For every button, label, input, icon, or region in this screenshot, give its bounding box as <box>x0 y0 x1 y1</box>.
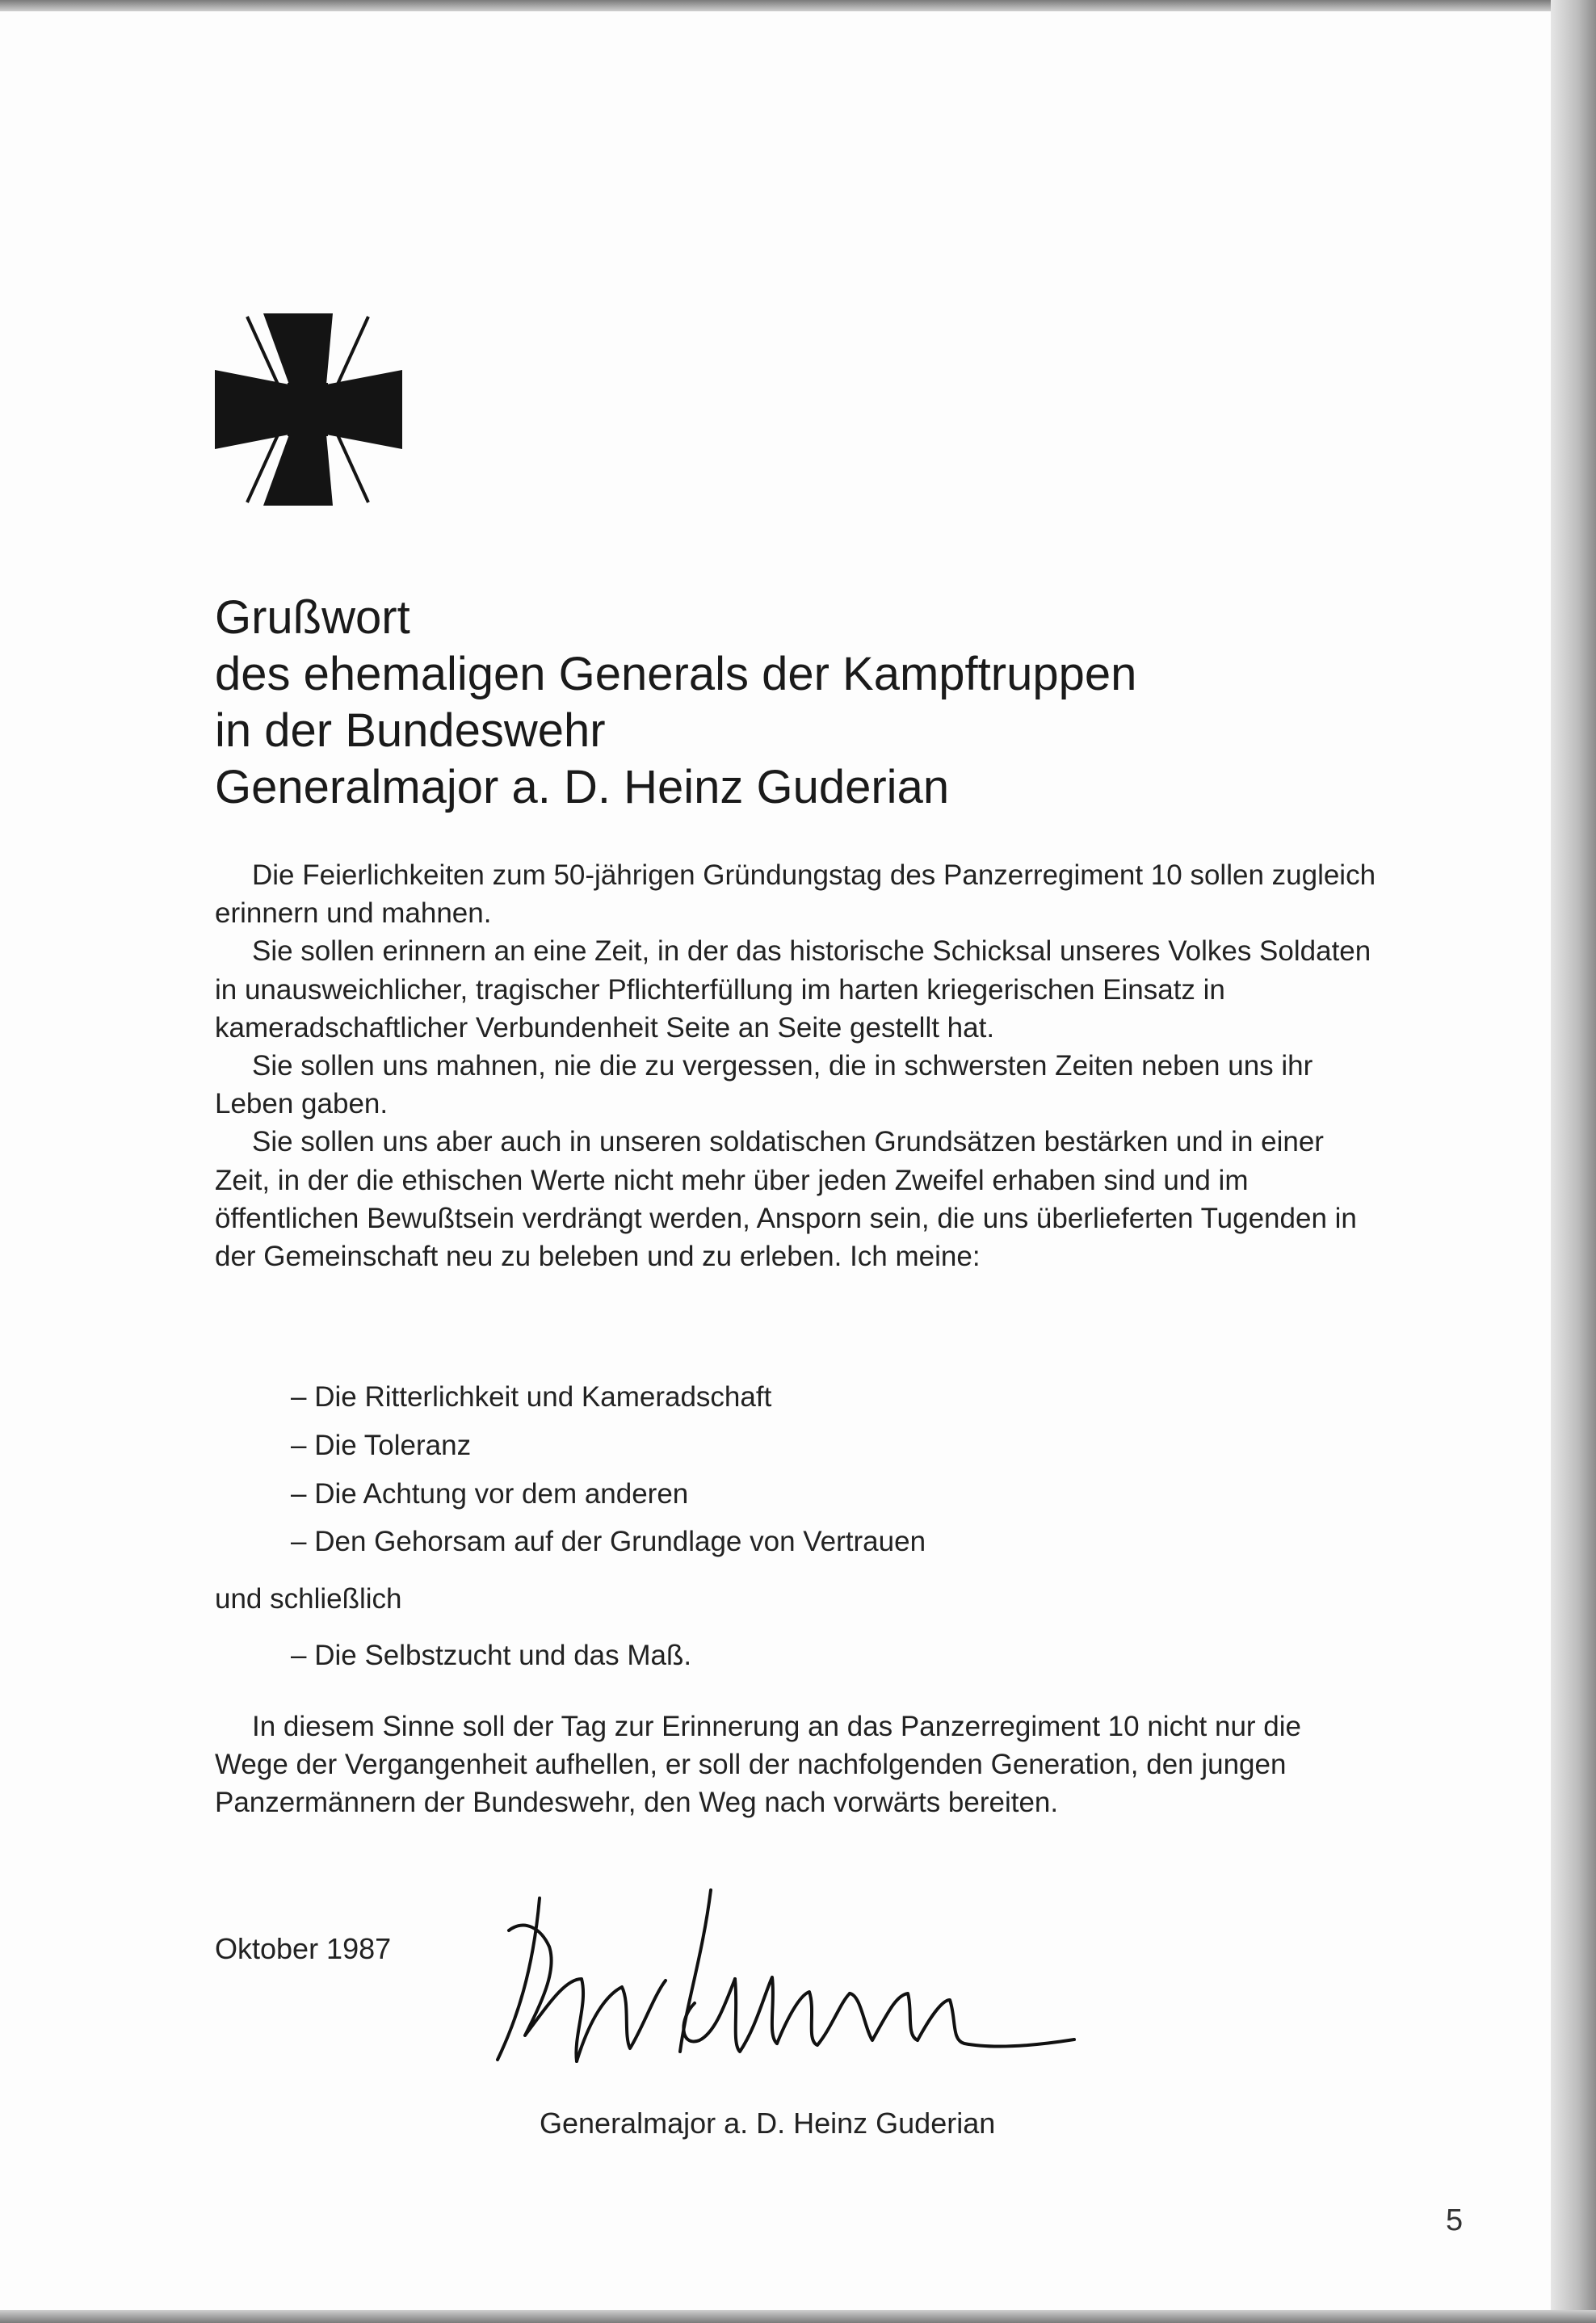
list-item: – Die Ritterlichkeit und Kameradschaft <box>291 1378 771 1416</box>
title-line: in der Bundeswehr <box>215 704 606 757</box>
signer-name: Generalmajor a. D. Heinz Guderian <box>540 2107 996 2140</box>
page-number: 5 <box>1446 2203 1464 2237</box>
scan-edge-top <box>0 0 1596 11</box>
title-line: Generalmajor a. D. Heinz Guderian <box>215 761 950 813</box>
list-item: – Die Toleranz <box>291 1426 471 1464</box>
paragraph: Die Feierlichkeiten zum 50-jährigen Gründungstag des Panzerregiment 10 sollen zugleich erinnern und mahnen. <box>215 859 1376 930</box>
title-line: des ehemaligen Generals der Kampftruppen <box>215 648 1137 700</box>
paragraph: Sie sollen uns aber auch in unseren soldatischen Grundsätzen bestärken und in einer Zeit, in der die ethischen Werte nicht mehr über jeden Zweifel erhaben sind und im öffentlichen Bewußtsein verdrängt werden, Ansporn sein, die uns überlieferten Tugenden in der Gemeinschaft neu zu beleben und zu erleben. Ich meine: <box>215 1126 1357 1273</box>
paragraph: Sie sollen uns mahnen, nie die zu vergessen, die in schwersten Zeiten neben uns ihr Leben gaben. <box>215 1050 1313 1120</box>
scan-edge-bottom <box>0 2310 1596 2323</box>
body-text <box>215 856 1378 1819</box>
list-item: – Die Selbstzucht und das Maß. <box>291 1636 691 1674</box>
connector-text: und schließlich <box>215 1583 402 1615</box>
closing-paragraph-block <box>215 1708 1378 1822</box>
list-item: – Die Achtung vor dem anderen <box>291 1475 688 1513</box>
page-title <box>215 590 1426 816</box>
scan-edge-right <box>1551 0 1596 2323</box>
date: Oktober 1987 <box>215 1932 392 1965</box>
list-item: – Den Gehorsam auf der Grundlage von Vertrauen <box>291 1523 926 1561</box>
iron-cross-icon <box>215 313 402 506</box>
paragraph: Sie sollen erinnern an eine Zeit, in der das historische Schicksal unseres Volkes Soldaten in unausweichlicher, tragischer Pflichterfüllung im harten kriegerischen Einsatz in kameradschaftlicher Verbundenheit Seite an Seite gestellt hat. <box>215 935 1371 1044</box>
signature <box>493 1882 1090 2092</box>
title-line: Grußwort <box>215 591 410 644</box>
closing-paragraph: In diesem Sinne soll der Tag zur Erinnerung an das Panzerregiment 10 nicht nur die Wege der Vergangenheit aufhellen, er soll der nachfolgenden Generation, den jungen Panzermännern der Bundeswehr, den Weg nach vorwärts bereiten. <box>215 1711 1301 1819</box>
